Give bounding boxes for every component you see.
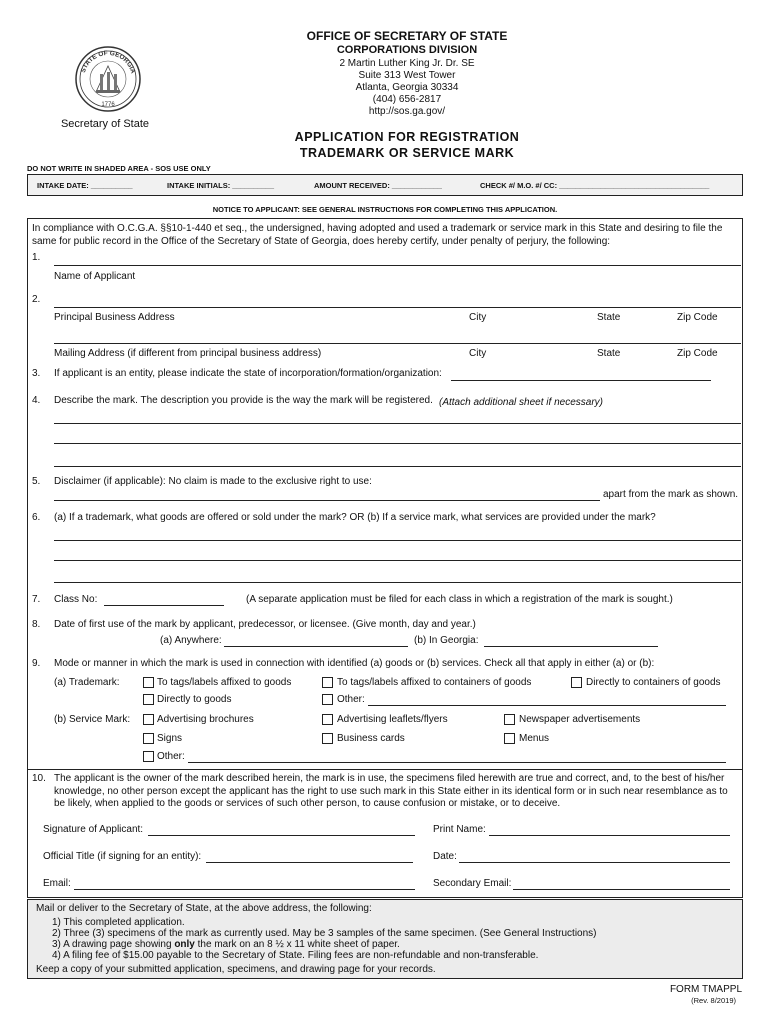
item-5-number: 5.: [32, 476, 41, 487]
office-title: OFFICE OF SECRETARY OF STATE: [306, 29, 508, 43]
principal-address-label: Principal Business Address: [54, 312, 175, 323]
service-other-checkbox[interactable]: [143, 751, 154, 762]
tags-labels-goods-label: To tags/labels affixed to goods: [157, 677, 292, 688]
seal-icon: [74, 44, 142, 116]
notice: NOTICE TO APPLICANT: SEE GENERAL INSTRUCTIONS FOR COMPLETING THIS APPLICATION.: [212, 205, 558, 214]
tags-labels-containers-label: To tags/labels affixed to containers of goods: [337, 677, 532, 688]
newspaper-ads-checkbox[interactable]: [504, 714, 515, 725]
disclaimer-input[interactable]: [54, 500, 600, 501]
entity-state-label: If applicant is an entity, please indicate the state of incorporation/formation/organization:: [54, 368, 442, 379]
service-other-input[interactable]: [188, 762, 726, 763]
signs-checkbox[interactable]: [143, 733, 154, 744]
first-use-label: Date of first use of the mark by applicant, predecessor, or licensee. (Give month, day and year.): [54, 619, 476, 630]
item-4-number: 4.: [32, 395, 41, 406]
anywhere-label: (a) Anywhere:: [160, 635, 222, 646]
intro-paragraph: In compliance with O.C.G.A. §§10-1-440 et seq., the undersigned, having adopted and used a trademark or service mark in this State and desiring to file the same for public record in the Office of the Secretary of State of Georgia, does hereby certify, under penalty of perjury, the following:: [32, 223, 723, 247]
tags-labels-containers-checkbox[interactable]: [322, 677, 333, 688]
directly-containers-checkbox[interactable]: [571, 677, 582, 688]
service-mark-label: (b) Service Mark:: [54, 714, 131, 725]
amount-received-field: AMOUNT RECEIVED: ____________: [314, 181, 442, 190]
class-no-note: (A separate application must be filed for each class in which a registration of the mark is sought.): [246, 594, 673, 605]
advertising-leaflets-checkbox[interactable]: [322, 714, 333, 725]
print-name-label: Print Name:: [433, 824, 486, 835]
mail-item-3: 3) A drawing page showing only the mark on an 8 ½ x 11 white sheet of paper.: [52, 939, 400, 950]
office-use-note: DO NOT WRITE IN SHADED AREA - SOS USE ONLY: [27, 164, 211, 173]
item-2-number: 2.: [32, 294, 41, 305]
website-link[interactable]: http://sos.ga.gov/: [368, 106, 446, 117]
item-7-number: 7.: [32, 594, 41, 605]
secondary-email-label: Secondary Email:: [433, 878, 512, 889]
mail-item-4: 4) A filing fee of $15.00 payable to the Secretary of State. Filing fees are non-refundable and non-transferable.: [52, 950, 539, 961]
trademark-label: (a) Trademark:: [54, 677, 120, 688]
official-title-input[interactable]: [206, 862, 413, 863]
newspaper-ads-label: Newspaper advertisements: [519, 714, 641, 725]
trademark-other-label: Other:: [337, 694, 365, 705]
principal-city-label: City: [469, 312, 487, 323]
principal-state-label: State: [597, 312, 621, 323]
section-divider: [27, 769, 743, 770]
form-id: FORM TMAPPL: [669, 984, 742, 995]
describe-line-1[interactable]: [54, 423, 741, 424]
division-title: CORPORATIONS DIVISION: [336, 44, 478, 56]
georgia-seal: [74, 44, 142, 116]
phone: (404) 656-2817: [372, 94, 442, 105]
goods-line-1[interactable]: [54, 540, 741, 541]
item-3-number: 3.: [32, 368, 41, 379]
item-9-number: 9.: [32, 658, 41, 669]
mode-label: Mode or manner in which the mark is used in connection with identified (a) goods or (b) services. Check all that apply in either (a) or (b):: [54, 658, 655, 669]
intake-initials-field: INTAKE INITIALS: __________: [167, 181, 274, 190]
mailing-zip-label: Zip Code: [677, 348, 718, 359]
trademark-other-checkbox[interactable]: [322, 694, 333, 705]
mailing-address-input[interactable]: [54, 343, 741, 344]
date-label: Date:: [433, 851, 457, 862]
keep-copy-note: Keep a copy of your submitted application, specimens, and drawing page for your records.: [36, 964, 436, 975]
mailing-city-label: City: [469, 348, 487, 359]
mailing-state-label: State: [597, 348, 621, 359]
first-use-georgia-input[interactable]: [484, 646, 658, 647]
item-8-number: 8.: [32, 619, 41, 630]
mail-heading: Mail or deliver to the Secretary of State, at the above address, the following:: [36, 903, 372, 914]
advertising-brochures-label: Advertising brochures: [157, 714, 254, 725]
business-cards-checkbox[interactable]: [322, 733, 333, 744]
describe-line-3[interactable]: [54, 466, 741, 467]
seal-caption: Secretary of State: [60, 118, 150, 130]
intake-date-field: INTAKE DATE: __________: [37, 181, 133, 190]
signs-label: Signs: [157, 733, 183, 744]
class-no-label: Class No:: [54, 594, 98, 605]
owner-statement: The applicant is the owner of the mark described herein, the mark is in use, the specimens filed herewith are true and correct, and, to the best of his/her knowledge, no other person except the applicant has the right to use such mark in this State either in its identical form or in such near resemblance as to be likely, when applied to the goods or services of such other person, to cause confusion or mistake, or to deceive.: [54, 773, 728, 809]
item-6-number: 6.: [32, 512, 41, 523]
disclaimer-tail: apart from the mark as shown.: [603, 489, 739, 500]
menus-checkbox[interactable]: [504, 733, 515, 744]
disclaimer-label: Disclaimer (if applicable): No claim is made to the exclusive right to use:: [54, 476, 372, 487]
secondary-email-input[interactable]: [513, 889, 730, 890]
directly-goods-label: Directly to goods: [157, 694, 232, 705]
item-10-number: 10.: [32, 773, 46, 784]
address-line-3: Atlanta, Georgia 30334: [355, 82, 459, 93]
mail-item-2: 2) Three (3) specimens of the mark as currently used. May be 3 samples of the same specimen. (See General Instructions): [52, 928, 597, 939]
form-revision: (Rev. 8/2019): [691, 996, 736, 1005]
office-use-box: [27, 174, 743, 196]
form-title-line-2: TRADEMARK OR SERVICE MARK: [299, 146, 515, 160]
seal-year: 1776: [101, 102, 115, 108]
address-line-2: Suite 313 West Tower: [358, 70, 456, 81]
principal-address-input[interactable]: [54, 307, 741, 308]
business-cards-label: Business cards: [337, 733, 405, 744]
mailing-address-label: Mailing Address (if different from principal business address): [54, 348, 322, 359]
goods-line-2[interactable]: [54, 560, 741, 561]
applicant-name-label: Name of Applicant: [54, 271, 136, 282]
mail-item-1: 1) This completed application.: [52, 917, 185, 928]
goods-services-label: (a) If a trademark, what goods are offered or sold under the mark? OR (b) If a service mark, what services are provided under the mark?: [54, 512, 656, 523]
form-title-line-1: APPLICATION FOR REGISTRATION: [294, 130, 520, 144]
goods-line-3[interactable]: [54, 582, 741, 583]
principal-zip-label: Zip Code: [677, 312, 718, 323]
directly-goods-checkbox[interactable]: [143, 694, 154, 705]
address-line-1: 2 Martin Luther King Jr. Dr. SE: [339, 58, 475, 69]
email-input[interactable]: [74, 889, 415, 890]
check-field: CHECK #/ M.O. #/ CC: ____________________________________: [480, 181, 710, 190]
first-use-anywhere-input[interactable]: [224, 646, 408, 647]
describe-mark-note: (Attach additional sheet if necessary): [439, 397, 603, 408]
applicant-name-input[interactable]: [54, 265, 741, 266]
date-input[interactable]: [459, 862, 730, 863]
item-1-number: 1.: [32, 252, 41, 263]
signature-input[interactable]: [148, 835, 415, 836]
in-georgia-label: (b) In Georgia:: [414, 635, 479, 646]
official-title-label: Official Title (if signing for an entity):: [43, 851, 202, 862]
print-name-input[interactable]: [489, 835, 730, 836]
describe-mark-label: Describe the mark. The description you provide is the way the mark will be registered.: [54, 395, 433, 406]
trademark-other-input[interactable]: [368, 705, 726, 706]
service-other-label: Other:: [157, 751, 185, 762]
seal-text: STATE OF GEORGIA: [79, 49, 137, 75]
menus-label: Menus: [519, 733, 550, 744]
directly-containers-label: Directly to containers of goods: [586, 677, 721, 688]
signature-label: Signature of Applicant:: [43, 824, 144, 835]
describe-line-2[interactable]: [54, 443, 741, 444]
tags-labels-goods-checkbox[interactable]: [143, 677, 154, 688]
advertising-leaflets-label: Advertising leaflets/flyers: [337, 714, 448, 725]
advertising-brochures-checkbox[interactable]: [143, 714, 154, 725]
email-label: Email:: [43, 878, 71, 889]
entity-state-input[interactable]: [451, 380, 711, 381]
class-no-input[interactable]: [104, 605, 224, 606]
